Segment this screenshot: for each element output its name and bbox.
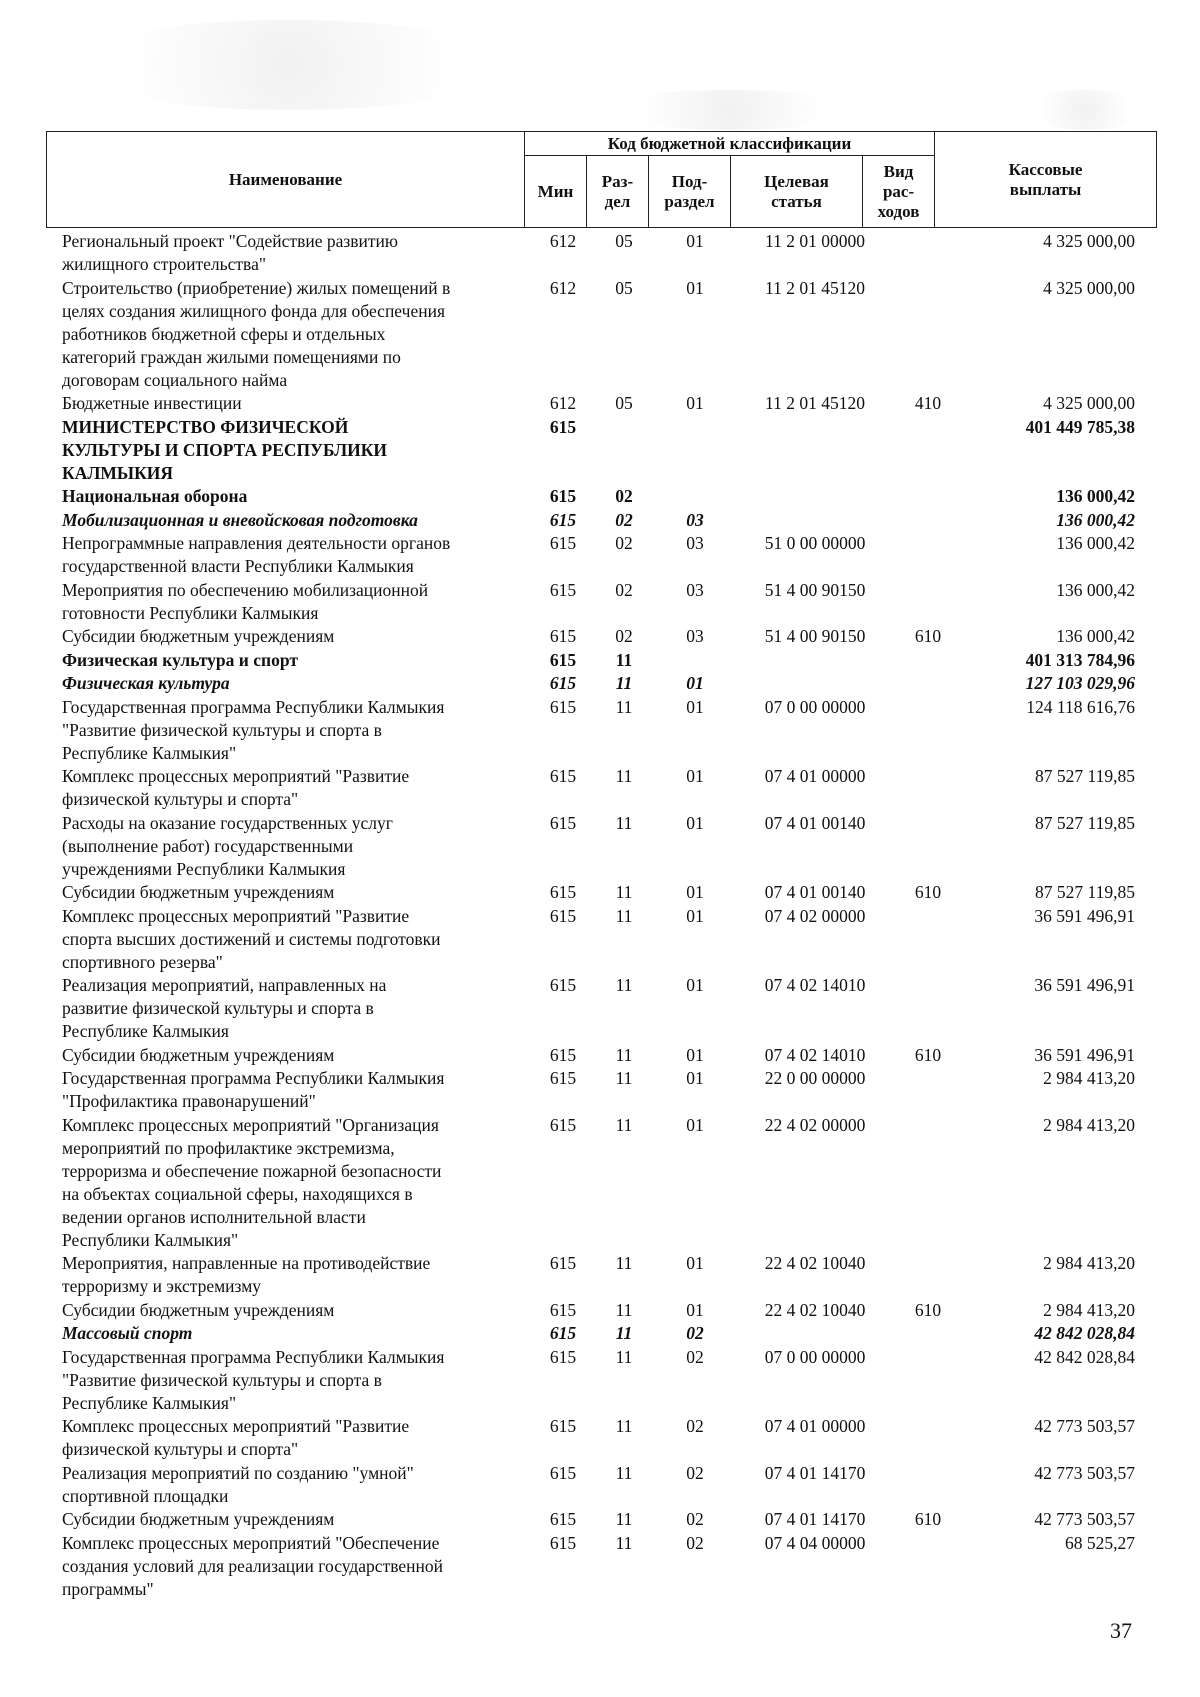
row-name-line: Региональный проект "Содействие развитию: [62, 231, 398, 251]
row-sum: 136 000,42: [1056, 533, 1135, 553]
row-razdel: 05: [615, 277, 633, 298]
header-podrazdel: [649, 156, 731, 228]
row-razdel: 11: [615, 766, 633, 786]
row-name-line: Мобилизационная и вневойсковая подготовка: [62, 509, 418, 530]
row-min: 615: [549, 1299, 577, 1320]
row-min: 615: [549, 509, 577, 530]
row-name-line: КУЛЬТУРЫ И СПОРТА РЕСПУБЛИКИ: [62, 439, 388, 460]
row-name-line: "Развитие физической культуры и спорта в: [62, 719, 382, 740]
row-name-line: Республике Калмыкия": [62, 1392, 237, 1413]
row-celevaya: 07 4 01 00140: [764, 812, 866, 833]
row-celevaya: 07 0 00 00000: [764, 696, 866, 717]
row-min: 615: [549, 812, 577, 833]
header-vid: [863, 156, 935, 228]
row-name-line: создания условий для реализации государственной: [62, 1555, 443, 1576]
row-name-line: Комплекс процессных мероприятий "Развитие: [62, 905, 410, 926]
row-celevaya: 11 2 01 45120: [765, 277, 865, 298]
row-razdel: 11: [615, 1323, 633, 1343]
header-min: Мин: [525, 156, 587, 228]
row-name: [62, 579, 522, 625]
row-razdel: 11: [615, 673, 633, 693]
row-razdel: 11: [615, 1416, 633, 1436]
row-name-line: Реализация мероприятий, направленных на: [62, 975, 387, 995]
row-vid: 410: [914, 393, 942, 413]
row-name-line: Физическая культура: [62, 673, 230, 693]
row-name-line: работников бюджетной сферы и отдельных: [62, 323, 386, 344]
row-name-line: целях создания жилищного фонда для обеспечения: [62, 300, 445, 321]
row-name-line: ведении органов исполнительной власти: [62, 1206, 366, 1227]
row-name: [62, 1114, 522, 1252]
row-min: 612: [549, 231, 577, 251]
row-min: 615: [549, 416, 577, 437]
row-podrazdel: 01: [686, 393, 704, 413]
row-name-line: Субсидии бюджетным учреждениям: [62, 1509, 335, 1529]
row-podrazdel: 02: [686, 1462, 704, 1483]
row-podrazdel: 01: [686, 231, 704, 251]
row-podrazdel: 01: [686, 1068, 704, 1088]
header-razdel: [587, 156, 649, 228]
row-name-line: Республики Калмыкия": [62, 1229, 239, 1250]
row-razdel: 11: [615, 1044, 633, 1065]
row-name-line: Физическая культура и спорт: [62, 649, 298, 670]
header-celevaya: [731, 156, 863, 228]
row-name: [62, 1346, 522, 1415]
row-name: [62, 1067, 522, 1113]
row-celevaya: 11 2 01 00000: [765, 231, 865, 251]
row-name-line: мероприятий по профилактике экстремизма,: [62, 1137, 395, 1158]
row-podrazdel: 01: [686, 696, 704, 717]
row-vid: 610: [914, 1299, 942, 1320]
row-celevaya: 51 0 00 00000: [764, 533, 866, 553]
row-min: 615: [549, 486, 577, 506]
row-razdel: 11: [615, 1068, 633, 1088]
row-name-line: Комплекс процессных мероприятий "Развитие: [62, 1416, 410, 1436]
row-name-line: терроризма и обеспечение пожарной безопасности: [62, 1160, 442, 1181]
row-celevaya: 07 4 02 00000: [764, 905, 866, 926]
row-name-line: "Профилактика правонарушений": [62, 1091, 316, 1111]
row-name-line: развитие физической культуры и спорта в: [62, 998, 374, 1018]
row-sum: 42 842 028,84: [1034, 1323, 1135, 1343]
row-sum: 2 984 413,20: [1043, 1253, 1135, 1273]
row-vid: 610: [914, 1044, 942, 1065]
row-podrazdel: 01: [686, 812, 704, 833]
row-sum: 68 525,27: [1065, 1532, 1135, 1553]
row-sum: 4 325 000,00: [1043, 393, 1135, 413]
row-sum: 36 591 496,91: [1034, 1044, 1135, 1065]
row-celevaya: 22 0 00 00000: [764, 1068, 866, 1088]
row-celevaya: 07 4 01 00000: [764, 766, 866, 786]
row-name-line: Государственная программа Республики Калмыкия: [62, 1068, 445, 1088]
row-celevaya: 22 4 02 10040: [764, 1299, 866, 1320]
header-code-group: Код бюджетной классификации: [525, 132, 935, 156]
header-vid-line3: ходов: [877, 201, 920, 221]
row-name-line: Непрограммные направления деятельности органов: [62, 533, 451, 553]
row-min: 615: [549, 1068, 577, 1088]
row-podrazdel: 01: [686, 1253, 704, 1273]
row-podrazdel: 01: [686, 882, 704, 902]
row-razdel: 02: [615, 533, 633, 553]
row-podrazdel: 01: [686, 673, 704, 693]
row-name-line: спортивного резерва": [62, 951, 223, 972]
header-razdel-line2: дел: [604, 191, 631, 211]
row-min: 612: [549, 277, 577, 298]
row-sum: 127 103 029,96: [1025, 673, 1135, 693]
row-sum: 36 591 496,91: [1034, 975, 1135, 995]
row-min: 615: [549, 975, 577, 995]
row-celevaya: 22 4 02 00000: [764, 1114, 866, 1135]
row-sum: 136 000,42: [1056, 626, 1135, 646]
row-min: 615: [549, 579, 577, 600]
row-vid: 610: [914, 626, 942, 646]
row-razdel: 02: [615, 509, 633, 530]
row-name-line: категорий граждан жилыми помещениями по: [62, 346, 401, 367]
row-name-line: готовности Республики Калмыкия: [62, 602, 319, 623]
row-razdel: 11: [615, 905, 633, 926]
row-sum: 2 984 413,20: [1043, 1114, 1135, 1135]
row-podrazdel: 01: [686, 277, 704, 298]
row-razdel: 11: [615, 975, 633, 995]
row-sum: 401 313 784,96: [1025, 649, 1135, 670]
row-min: 615: [549, 1044, 577, 1065]
row-name-line: на объектах социальной сферы, находящихся в: [62, 1183, 413, 1204]
row-min: 615: [549, 533, 577, 553]
row-name-line: учреждениями Республики Калмыкия: [62, 858, 346, 879]
row-name: [62, 1299, 522, 1322]
row-celevaya: 07 0 00 00000: [764, 1346, 866, 1367]
row-name: [62, 905, 522, 974]
row-podrazdel: 02: [686, 1532, 704, 1553]
page-number: 37: [1110, 1618, 1132, 1643]
row-name-line: "Развитие физической культуры и спорта в: [62, 1369, 382, 1390]
row-podrazdel: 01: [686, 766, 704, 786]
row-min: 615: [549, 1532, 577, 1553]
row-sum: 136 000,42: [1056, 509, 1135, 530]
row-sum: 401 449 785,38: [1025, 416, 1135, 437]
row-razdel: 05: [615, 393, 633, 413]
row-name: [62, 485, 522, 508]
row-podrazdel: 03: [686, 509, 704, 530]
row-name-line: Национальная оборона: [62, 486, 248, 506]
row-razdel: 02: [615, 579, 633, 600]
row-name-line: (выполнение работ) государственными: [62, 835, 354, 856]
row-name-line: Мероприятия по обеспечению мобилизационной: [62, 579, 429, 600]
row-name: [62, 532, 522, 578]
row-name-line: Республике Калмыкия": [62, 742, 237, 763]
row-name-line: Субсидии бюджетным учреждениям: [62, 1299, 335, 1320]
row-podrazdel: 01: [686, 1044, 704, 1065]
row-min: 615: [549, 673, 577, 693]
row-sum: 136 000,42: [1056, 486, 1135, 506]
row-razdel: 11: [615, 1114, 633, 1135]
row-sum: 42 773 503,57: [1034, 1462, 1135, 1483]
row-name-line: Реализация мероприятий по созданию "умной": [62, 1462, 414, 1483]
row-sum: 87 527 119,85: [1035, 812, 1135, 833]
row-name: [62, 649, 522, 672]
row-min: 615: [549, 1509, 577, 1529]
row-celevaya: 07 4 01 00000: [764, 1416, 866, 1436]
row-min: 615: [549, 696, 577, 717]
row-name: [62, 812, 522, 881]
row-name-line: жилищного строительства": [62, 254, 266, 274]
row-name-line: программы": [62, 1578, 154, 1599]
row-name: [62, 672, 522, 695]
row-name: [62, 625, 522, 648]
row-name-line: государственной власти Республики Калмыкия: [62, 556, 414, 576]
row-sum: 87 527 119,85: [1035, 882, 1135, 902]
row-podrazdel: 03: [686, 579, 704, 600]
row-name-line: МИНИСТЕРСТВО ФИЗИЧЕСКОЙ: [62, 416, 349, 437]
row-name: [62, 230, 522, 276]
row-name-line: физической культуры и спорта": [62, 1439, 299, 1459]
row-razdel: 02: [615, 626, 633, 646]
row-name-line: физической культуры и спорта": [62, 789, 299, 809]
header-payments-line1: Кассовые: [1008, 159, 1083, 179]
row-min: 615: [549, 1462, 577, 1483]
row-name-line: спортивной площадки: [62, 1485, 229, 1506]
row-name: [62, 1252, 522, 1298]
row-name-line: Государственная программа Республики Калмыкия: [62, 1346, 445, 1367]
row-razdel: 11: [615, 1299, 633, 1320]
row-name-line: Расходы на оказание государственных услуг: [62, 812, 393, 833]
row-vid: 610: [914, 1509, 942, 1529]
header-razdel-line1: Раз-: [601, 171, 634, 191]
row-razdel: 11: [615, 1253, 633, 1273]
header-name: Наименование: [47, 132, 525, 228]
row-name: [62, 974, 522, 1043]
row-podrazdel: 01: [686, 905, 704, 926]
row-podrazdel: 02: [686, 1416, 704, 1436]
row-sum: 4 325 000,00: [1043, 231, 1135, 251]
row-name: [62, 392, 522, 415]
row-sum: 87 527 119,85: [1035, 766, 1135, 786]
row-podrazdel: 01: [686, 1299, 704, 1320]
row-name-line: договорам социального найма: [62, 369, 288, 390]
row-name: [62, 509, 522, 532]
row-podrazdel: 02: [686, 1346, 704, 1367]
row-min: 615: [549, 1253, 577, 1273]
row-name-line: Массовый спорт: [62, 1323, 193, 1343]
row-min: 615: [549, 1323, 577, 1343]
row-min: 615: [549, 882, 577, 902]
row-min: 615: [549, 905, 577, 926]
row-podrazdel: 03: [686, 533, 704, 553]
header-podrazdel-line1: Под-: [671, 171, 708, 191]
row-sum: 2 984 413,20: [1043, 1068, 1135, 1088]
row-sum: 42 842 028,84: [1034, 1346, 1135, 1367]
row-name-line: Мероприятия, направленные на противодействие: [62, 1253, 431, 1273]
row-name-line: Бюджетные инвестиции: [62, 393, 242, 413]
row-razdel: 02: [615, 486, 633, 506]
header-payments: [935, 132, 1157, 228]
row-name-line: Государственная программа Республики Калмыкия: [62, 696, 445, 717]
row-celevaya: 07 4 02 14010: [764, 1044, 866, 1065]
row-name: [62, 1322, 522, 1345]
row-podrazdel: 02: [686, 1323, 704, 1343]
row-min: 615: [549, 649, 577, 670]
scan-noise: [600, 90, 860, 130]
row-name: [62, 1044, 522, 1067]
row-name: [62, 1415, 522, 1461]
row-name-line: Субсидии бюджетным учреждениям: [62, 1044, 335, 1065]
header-celevaya-line1: Целевая: [764, 171, 829, 191]
row-sum: 42 773 503,57: [1034, 1509, 1135, 1529]
row-name: [62, 765, 522, 811]
row-razdel: 11: [615, 812, 633, 833]
header-podrazdel-line2: раздел: [664, 191, 715, 211]
header-celevaya-line2: статья: [771, 191, 822, 211]
row-min: 612: [549, 393, 577, 413]
row-name: [62, 1508, 522, 1531]
row-name-line: Строительство (приобретение) жилых помещений в: [62, 277, 451, 298]
scan-noise: [60, 20, 520, 110]
row-sum: 2 984 413,20: [1043, 1299, 1135, 1320]
row-razdel: 11: [615, 696, 633, 717]
row-name-line: Республике Калмыкия: [62, 1021, 229, 1041]
row-min: 615: [549, 766, 577, 786]
row-name-line: спорта высших достижений и системы подготовки: [62, 928, 441, 949]
row-celevaya: 51 4 00 90150: [764, 626, 866, 646]
header-vid-line2: рас-: [882, 181, 915, 201]
row-podrazdel: 02: [686, 1509, 704, 1529]
row-sum: 36 591 496,91: [1034, 905, 1135, 926]
row-name-line: Субсидии бюджетным учреждениям: [62, 626, 335, 646]
row-sum: 42 773 503,57: [1034, 1416, 1135, 1436]
row-razdel: 11: [615, 882, 633, 902]
header-payments-line2: выплаты: [1009, 179, 1082, 199]
row-celevaya: 51 4 00 90150: [764, 579, 866, 600]
header-vid-line1: Вид: [883, 161, 914, 181]
row-min: 615: [549, 1416, 577, 1436]
row-celevaya: 07 4 04 00000: [764, 1532, 866, 1553]
row-name-line: терроризму и экстремизму: [62, 1276, 262, 1296]
row-podrazdel: 01: [686, 975, 704, 995]
row-razdel: 11: [615, 1532, 633, 1553]
row-name: [62, 1532, 522, 1601]
row-celevaya: 07 4 02 14010: [764, 975, 866, 995]
table-header: [46, 131, 1157, 228]
row-name: [62, 277, 522, 392]
row-sum: 136 000,42: [1056, 579, 1135, 600]
row-min: 615: [549, 626, 577, 646]
row-name: [62, 696, 522, 765]
row-name-line: Комплекс процессных мероприятий "Организация: [62, 1114, 439, 1135]
row-celevaya: 11 2 01 45120: [765, 393, 865, 413]
row-razdel: 11: [615, 1346, 633, 1367]
row-razdel: 11: [615, 1462, 633, 1483]
row-celevaya: 22 4 02 10040: [764, 1253, 866, 1273]
row-razdel: 11: [615, 649, 633, 670]
row-min: 615: [549, 1346, 577, 1367]
row-razdel: 11: [615, 1509, 633, 1529]
row-name: [62, 1462, 522, 1508]
row-razdel: 05: [615, 231, 633, 251]
row-celevaya: 07 4 01 14170: [764, 1509, 866, 1529]
row-sum: 124 118 616,76: [1026, 696, 1135, 717]
row-podrazdel: 03: [686, 626, 704, 646]
row-celevaya: 07 4 01 14170: [764, 1462, 866, 1483]
row-name: [62, 416, 522, 485]
row-name-line: Субсидии бюджетным учреждениям: [62, 882, 335, 902]
row-name: [62, 881, 522, 904]
row-name-line: Комплекс процессных мероприятий "Обеспечение: [62, 1532, 440, 1553]
row-celevaya: 07 4 01 00140: [764, 882, 866, 902]
row-min: 615: [549, 1114, 577, 1135]
row-vid: 610: [914, 882, 942, 902]
row-name-line: КАЛМЫКИЯ: [62, 462, 174, 483]
row-name-line: Комплекс процессных мероприятий "Развитие: [62, 766, 410, 786]
row-sum: 4 325 000,00: [1043, 277, 1135, 298]
row-podrazdel: 01: [686, 1114, 704, 1135]
scan-noise: [1020, 90, 1150, 130]
